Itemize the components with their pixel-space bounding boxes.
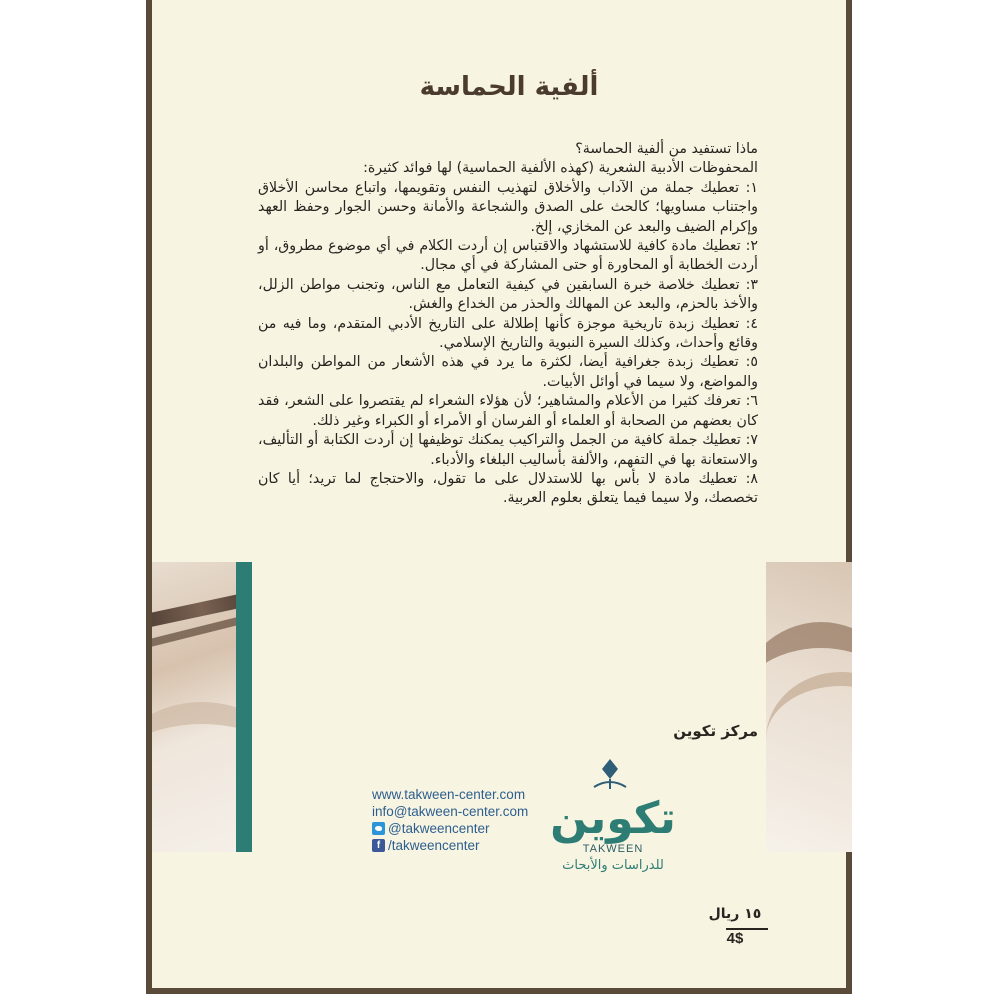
benefit-item: ٨: تعطيك مادة لا بأس بها للاستدلال على ما تقول، والاحتجاج لما تريد؛ أيا كان تخصصك، ولا سيما فيما يتعلق بعلوم العربية. (258, 470, 758, 507)
contact-info (372, 786, 528, 854)
website-text: www.takween-center.com (372, 787, 526, 802)
decorative-photo-left (152, 562, 236, 852)
twitter-handle: @takweencenter (388, 821, 490, 836)
takween-logo (548, 755, 678, 875)
price-usd: 4$ (726, 930, 744, 947)
price-riyal: ١٥ ريال (708, 906, 762, 922)
benefit-item: ٥: تعطيك زبدة جغرافية أيضا، لكثرة ما يرد في هذه الأشعار من المواطن والبلدان والمواضع، ولا سيما في أوائل الأبيات. (258, 354, 758, 390)
intro-question: ماذا تستفيد من ألفية الحماسة؟ (575, 141, 758, 157)
decorative-photo-right (766, 562, 852, 852)
benefit-item: ٧: تعطيك جملة كافية من الجمل والتراكيب يمكنك توظيفها إن أردت الكتابة أو التأليف، والاستعانة بها في التفهم، والألفة بأساليب البلغاء والأدباء. (258, 432, 758, 468)
brush-stroke (152, 702, 236, 844)
twitter-icon (372, 822, 385, 835)
book-title: ألفية الحماسة (419, 72, 599, 102)
benefit-item: ١: تعطيك جملة من الآداب والأخلاق لتهذيب النفس وتقويمها، واتباع محاسن الأخلاق واجتناب مساويها؛ كالحث على الصدق والشجاعة والأمانة وحسن الجوار وحفظ العهد وإكرام الضيف والبعد عن المخازي، إلخ. (258, 179, 758, 235)
description-text (258, 140, 758, 509)
benefit-item: ٦: تعرفك كثيرا من الأعلام والمشاهير؛ لأن هؤلاء الشعراء لم يقتصروا على الشعر، فقد كان بعضهم من الصحابة أو العلماء أو الفرسان أو الأمراء أو الكبراء وغير ذلك. (258, 393, 758, 429)
facebook-handle: /takweencenter (388, 838, 480, 853)
email-link[interactable] (372, 803, 528, 820)
accent-bar (236, 562, 252, 852)
facebook-icon: f (372, 839, 385, 852)
twitter-link[interactable] (372, 820, 528, 837)
intro-lead: المحفوظات الأدبية الشعرية (كهذه الألفية الحماسية) لها فوائد كثيرة: (363, 160, 758, 177)
logo-english-name: TAKWEEN (582, 843, 644, 855)
email-text: info@takween-center.com (372, 804, 529, 819)
website-link[interactable] (372, 786, 528, 803)
benefit-item: ٢: تعطيك مادة كافية للاستشهاد والاقتباس إن أردت الكلام في أي موضوع مطروق، أو أردت الخطابة أو المحاورة أو حتى المشاركة في أي مجال. (258, 238, 758, 274)
benefit-item: ٤: تعطيك زبدة تاريخية موجزة كأنها إطلالة على التاريخ الأدبي المتقدم، وما فيه من وقائع وأحداث، وكذلك السيرة النبوية والتاريخ الإسلامي. (258, 315, 758, 352)
facebook-link[interactable] (372, 837, 528, 854)
benefit-item: ٣: تعطيك خلاصة خبرة السابقين في كيفية التعامل مع الناس، وتجنب مواطن الزلل، والأخذ بالحزم، والبعد عن المهالك والحذر من الخداع والغش. (258, 276, 758, 313)
logo-wordmark: تكوين (550, 793, 676, 844)
logo-tagline: للدراسات والأبحاث (562, 858, 664, 873)
publisher-signature: مركز تكوين (673, 722, 758, 740)
